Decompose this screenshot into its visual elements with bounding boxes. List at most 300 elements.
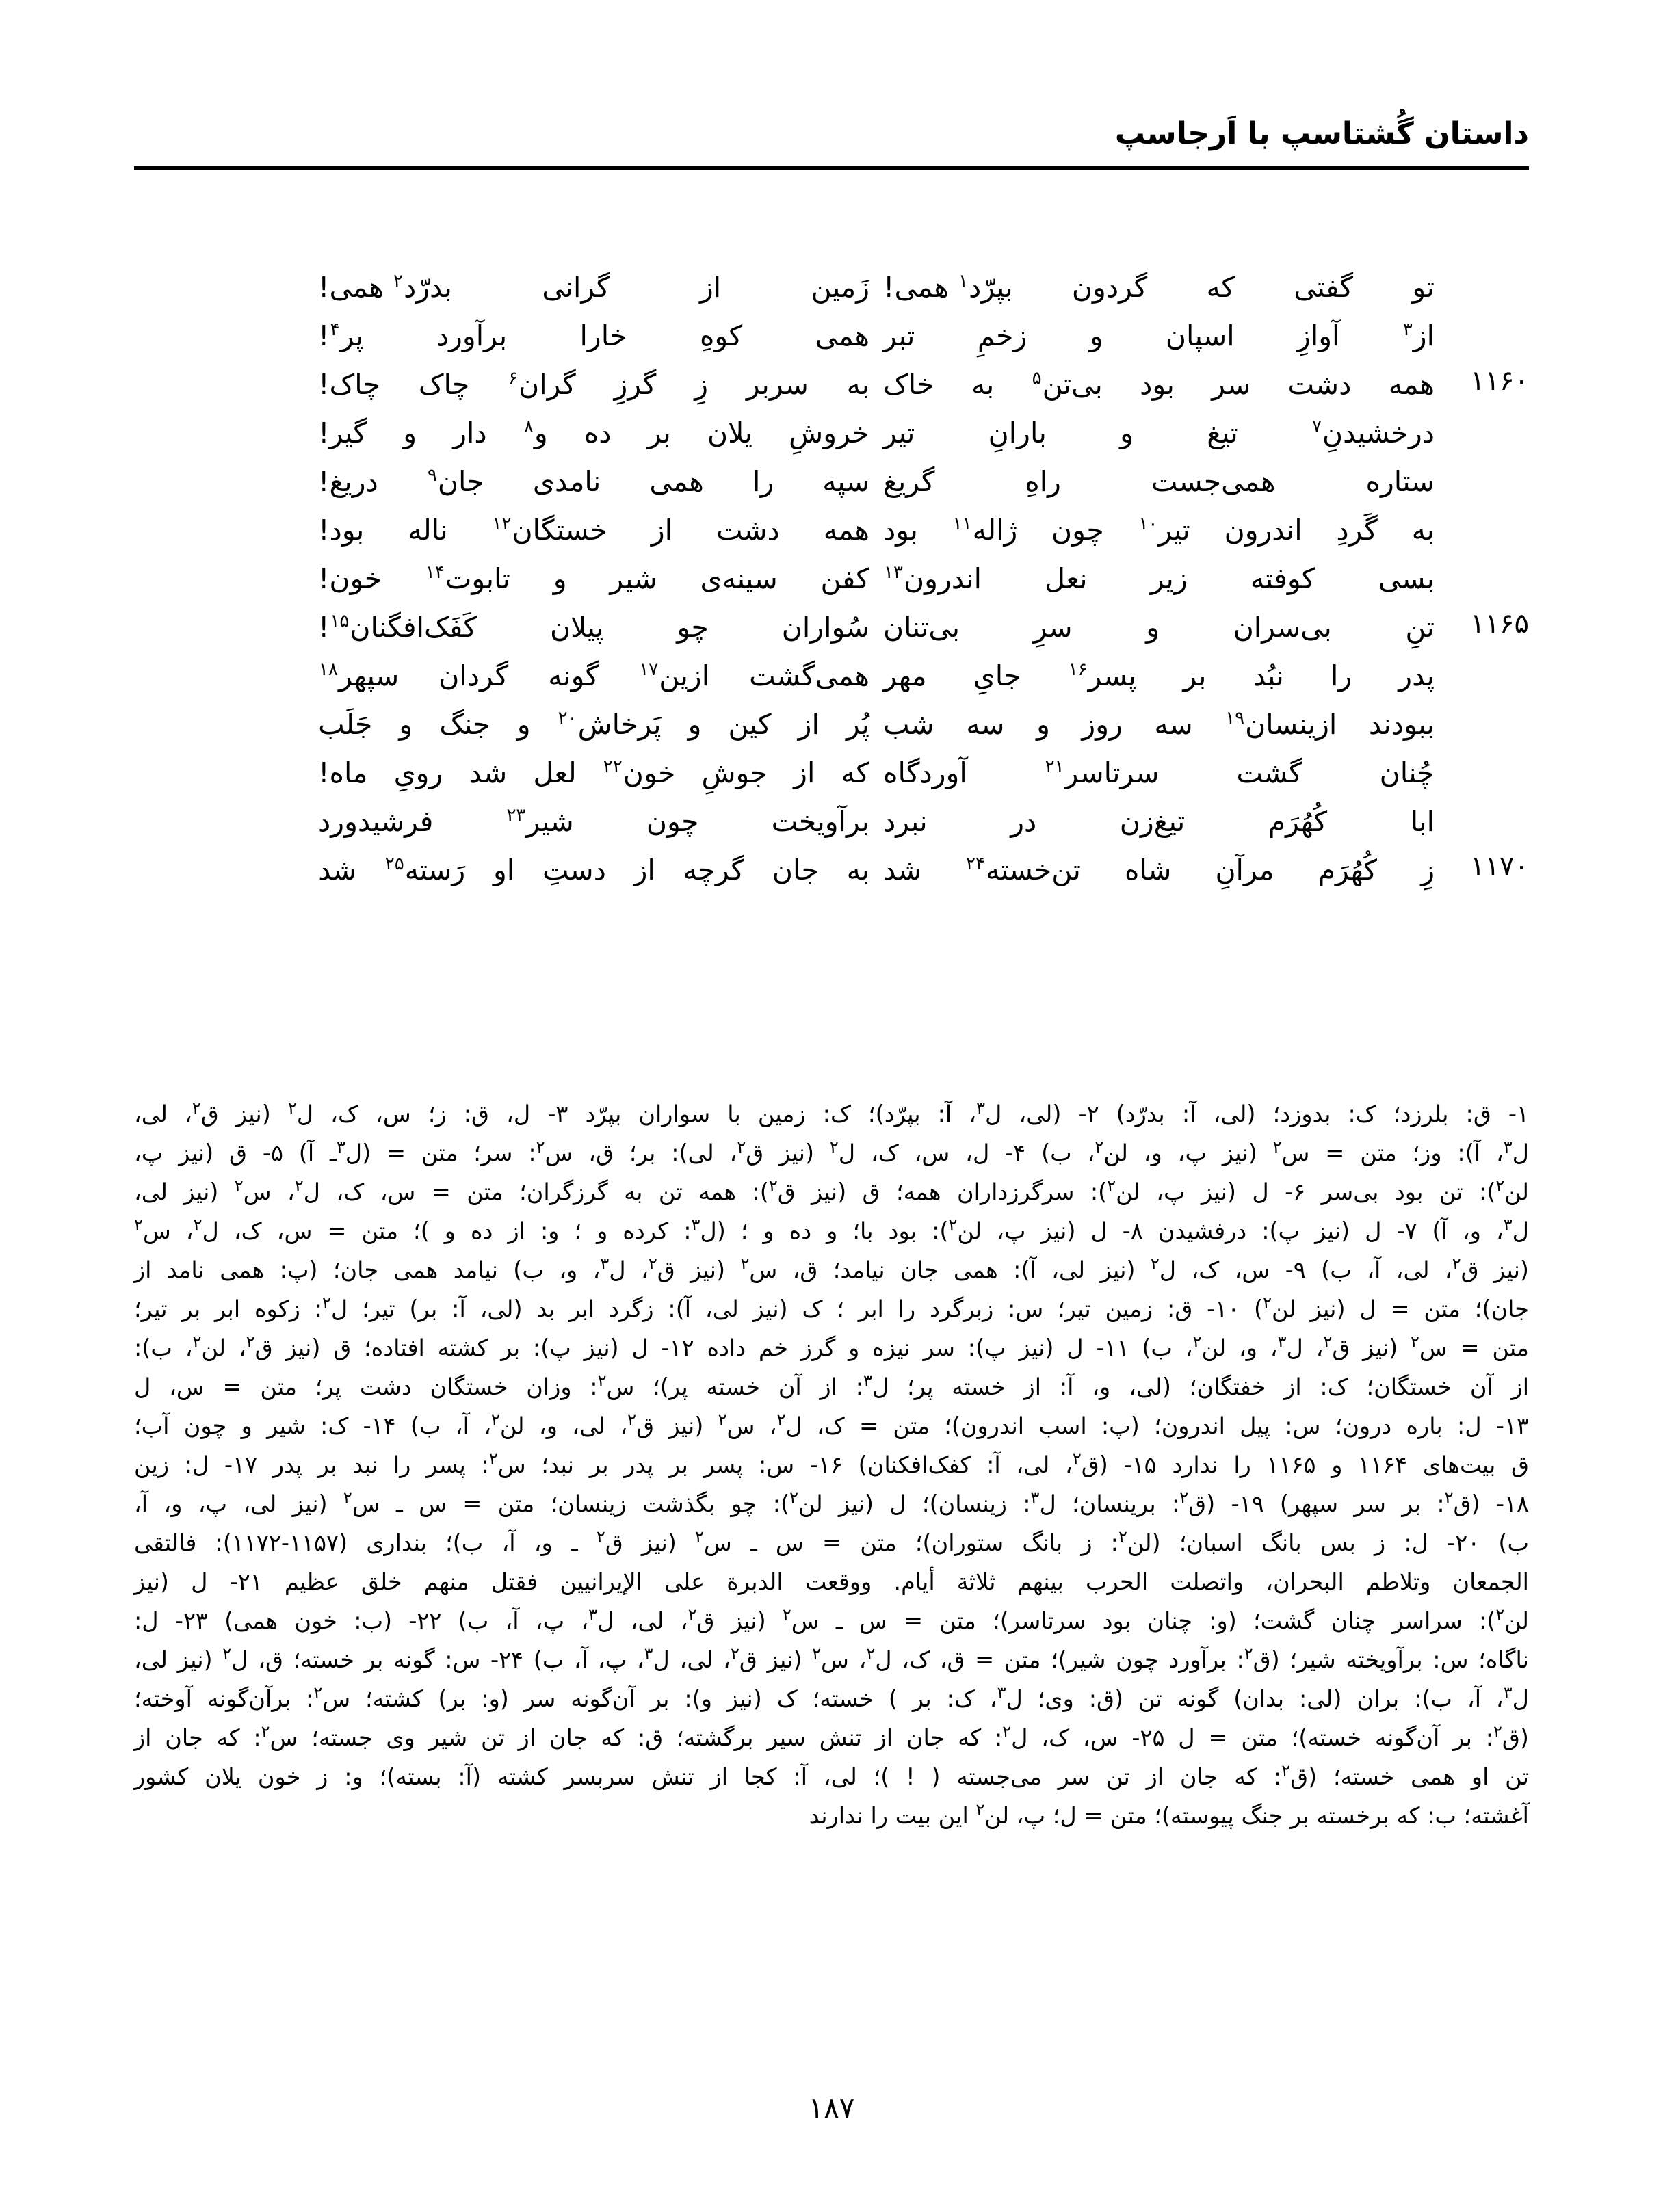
footnote-marker: ۱۳ <box>884 562 903 583</box>
running-header <box>134 115 1529 153</box>
footnote-marker: ۶ <box>508 368 519 389</box>
variant-sigla-superscript: ۲ <box>192 1332 202 1352</box>
verse-word: گرچه <box>683 854 745 886</box>
verse-word: شد <box>469 756 508 789</box>
verse-word: از <box>794 756 815 789</box>
verse-word: رویِ <box>393 756 443 789</box>
variant-sigla-superscript: ۲ <box>1452 1254 1461 1274</box>
variant-sigla-superscript: ۲ <box>718 1410 727 1430</box>
footnote-marker: ۷ <box>1312 417 1322 438</box>
apparatus-line: آغشته؛ ب: که برخسته بر جنگ پیوسته)؛ متن = ل؛ پ، لن$^۲$ این بیت را ندارند <box>809 1800 1529 1829</box>
variant-sigla-superscript: ۲ <box>1495 1176 1505 1196</box>
verse-line-number <box>1441 508 1529 511</box>
apparatus-line: از آن خستگان؛ ک: از خفتگان؛ (لی، و، آ: از خسته پر؛ ل$^۳$: از آن خسته پر)؛ س$^۲$: وزان خستگان دشت پر؛ متن = س، ل <box>134 1371 1529 1400</box>
verse-line-number <box>1441 800 1529 802</box>
verse-word: بر <box>647 417 671 449</box>
verse-word: سرتاسر$^{۲۱}$ <box>1045 756 1160 789</box>
footnote-marker: ۴ <box>330 319 340 341</box>
verse-word: بدرّد$^۲$ همی! <box>318 271 452 304</box>
hemistich-first <box>876 751 1441 795</box>
verse-word: مرآنِ <box>1215 854 1274 886</box>
verse-word: جایِ <box>973 659 1021 692</box>
verse-word: شاه <box>1125 854 1172 886</box>
verse-word: کوفته <box>1250 562 1315 595</box>
variant-sigla-superscript: ۲ <box>294 1176 304 1196</box>
footnote-marker: ۱۹ <box>1225 708 1245 729</box>
hemistich-first <box>876 265 1441 309</box>
verse-word: دشت <box>716 514 780 547</box>
verse-row <box>134 265 1529 314</box>
verse-word: و <box>688 708 702 741</box>
verse-word: مهر <box>883 659 927 692</box>
footnote-marker: ۵ <box>1032 368 1042 389</box>
verse-word: و <box>1146 611 1160 644</box>
variant-sigla-superscript: ۲ <box>1107 1176 1116 1196</box>
verse-word: شد <box>318 854 356 886</box>
apparatus-line: ناگاه؛ س: برآویخته شیر؛ (ق$^۲$: برآورد چون شیر)؛ متن = ق، ک، ل$^۲$، س$^۲$ (نیز ق$^۲$، لی، ل$^۳$، پ، آ، ب) ۲۴- س: گونه بر خسته؛ ق، ل$^۲$ (نیز لی، <box>134 1644 1530 1673</box>
verse-word: ناله <box>408 514 448 547</box>
verse-line-number <box>1441 654 1529 657</box>
verse-word: یلان <box>707 417 752 449</box>
hemistich-second <box>311 363 876 406</box>
verse-word: تیغ <box>1207 417 1238 449</box>
verse-word: تبر <box>883 319 915 352</box>
hemistich-second <box>311 411 876 455</box>
verse-line-number <box>1441 751 1529 754</box>
hemistich-second <box>311 265 876 309</box>
verse-word: زِ <box>1421 854 1435 886</box>
apparatus-line: (ق$^۲$: بر آن‌گونه خسته)؛ متن = ل ۲۵- س، ک، ل$^۲$: که جان از تنش سیر برگشته؛ ق: که جان از تن شیر وی جسته؛ س$^۲$: که جان از <box>134 1722 1529 1751</box>
footnote-marker: ۱ <box>958 271 968 292</box>
verse-word: روز <box>1082 708 1123 741</box>
verse-word: ده <box>584 417 612 449</box>
verse-word: را <box>1330 659 1352 692</box>
variant-sigla-superscript: ۲ <box>1192 1332 1202 1352</box>
verse-word: برآویخت <box>771 805 869 838</box>
variant-sigla-superscript: ۲ <box>866 1644 876 1663</box>
variant-sigla-superscript: ۲ <box>1272 1137 1282 1157</box>
footnote-marker: ۱۲ <box>492 514 512 535</box>
hemistich-second <box>311 654 876 698</box>
verse-row <box>134 751 1529 800</box>
verse-word: گرانی <box>542 271 610 304</box>
verse-row <box>134 508 1529 557</box>
variant-sigla-superscript: ۲ <box>740 1254 750 1274</box>
verse-word: گرزِ <box>614 368 657 401</box>
page-title: داستان گُشتاسپ با اَرجاسپ <box>1114 116 1529 151</box>
footnote-marker: ۲۵ <box>384 854 404 875</box>
hemistich-first <box>876 411 1441 455</box>
footnote-marker: ۲۰ <box>558 708 577 729</box>
verse-word: و <box>1036 708 1050 741</box>
header-rule <box>134 166 1529 170</box>
footnote-marker: ۲۲ <box>603 756 623 778</box>
verse-word: نبُد <box>1253 659 1284 692</box>
verse-word: درخشیدنِ$^۷$ <box>1312 417 1435 449</box>
hemistich-second <box>311 751 876 795</box>
verse-row <box>134 411 1529 460</box>
hemistich-first <box>876 557 1441 601</box>
hemistich-second <box>311 508 876 552</box>
hemistich-second <box>311 605 876 649</box>
verse-block <box>134 265 1529 897</box>
apparatus-criticus <box>134 1094 1529 1835</box>
variant-sigla-superscript: ۲ <box>688 1605 697 1624</box>
variant-sigla-superscript: ۳ <box>863 1371 872 1391</box>
verse-word: اندرون <box>1224 514 1302 547</box>
variant-sigla-superscript: ۳ <box>588 1605 598 1624</box>
verse-word: در <box>1010 805 1037 838</box>
verse-word: بود <box>1140 368 1175 401</box>
variant-sigla-superscript: ۳ <box>1030 1488 1040 1507</box>
verse-word: به <box>846 368 869 401</box>
verse-word: ابا <box>1410 805 1435 838</box>
variant-sigla-superscript: ۳ <box>997 1683 1006 1702</box>
verse-word: خون$^{۲۲}$ <box>603 756 676 789</box>
variant-sigla-superscript: ۲ <box>246 1332 255 1352</box>
verse-word: کُهُرَم <box>1318 854 1378 886</box>
variant-sigla-superscript: ۲ <box>648 1254 657 1274</box>
verse-word: بارانِ <box>988 417 1047 449</box>
variant-sigla-superscript: ۲ <box>222 1644 232 1663</box>
verse-word: سپهر$^{۱۸}$ <box>319 659 400 692</box>
verse-row <box>134 654 1529 702</box>
verse-word: زِ <box>694 368 709 401</box>
verse-word: از <box>651 514 673 547</box>
verse-word: بسی <box>1378 562 1435 595</box>
verse-word: پیلان <box>549 611 604 644</box>
footnote-marker: ۳ <box>1402 319 1413 341</box>
verse-word: گونه <box>548 659 599 692</box>
verse-word: کین <box>728 708 772 741</box>
variant-sigla-superscript: ۲ <box>313 1683 323 1702</box>
footnote-marker: ۱۱ <box>952 514 972 535</box>
hemistich-second <box>311 314 876 358</box>
footnote-marker: ۱۸ <box>319 659 338 681</box>
verse-word: تنِ <box>1405 611 1435 644</box>
variant-sigla-superscript: ۲ <box>1263 1293 1272 1313</box>
verse-word: گردون <box>1071 271 1148 304</box>
hemistich-second <box>311 848 876 892</box>
verse-word: تیغ‌زن <box>1119 805 1186 838</box>
footnote-marker: ۱۰ <box>1138 514 1158 535</box>
verse-word: چاک! <box>318 368 381 401</box>
verse-word: گشت <box>1236 756 1302 789</box>
apparatus-line: ل$^۳$، و، آ) ۷- ل (نیز پ): درفشیدن ۸- ل (نیز پ، لن$^۲$): بود با؛ و ده و ؛ (ل$^۳$: کرده و ؛ و: از ده و )؛ متن = س، ک، ل$^۲$، س$^۲$ <box>134 1215 1530 1244</box>
verse-word: خارا <box>579 319 627 352</box>
verse-word: رَسته$^{۲۵}$ <box>384 854 466 886</box>
variant-sigla-superscript: ۲ <box>343 1488 352 1507</box>
footnote-marker: ۱۵ <box>330 611 350 632</box>
variant-sigla-superscript: ۲ <box>287 1098 297 1118</box>
verse-word: کفن <box>820 562 869 595</box>
verse-word: به <box>971 368 995 401</box>
footnote-marker: ۱۷ <box>639 659 659 681</box>
verse-word: گفتی <box>1294 271 1354 304</box>
apparatus-line: ق بیت‌های ۱۱۶۴ و ۱۱۶۵ را ندارد ۱۵- (ق$^۲$، لی، آ: کفک‌افکنان) ۱۶- س: پسر بر پدر بر نبد؛ س$^۲$: پسر را نبد بر پدر ۱۷- ل: زین <box>134 1449 1529 1478</box>
variant-sigla-superscript: ۲ <box>1072 1449 1082 1469</box>
variant-sigla-superscript: ۲ <box>627 1410 637 1430</box>
verse-word: گَردِ <box>1336 514 1378 547</box>
verse-word: و <box>1120 417 1134 449</box>
variant-sigla-superscript: ۲ <box>488 1449 498 1469</box>
verse-word: گردان <box>438 659 509 692</box>
verse-word: دار <box>453 417 487 449</box>
variant-sigla-superscript: ۲ <box>1244 1644 1253 1663</box>
verse-word: نبرد <box>883 805 928 838</box>
hemistich-first <box>876 363 1441 406</box>
verse-word: خروشِ <box>789 417 869 449</box>
variant-sigla-superscript: ۲ <box>597 1371 607 1391</box>
verse-line-number <box>1441 265 1529 268</box>
hemistich-second <box>311 460 876 503</box>
verse-word: و$^۸$ <box>523 417 548 449</box>
verse-word: نامدی <box>532 465 601 498</box>
variant-sigla-superscript: ۲ <box>1281 1761 1291 1780</box>
footnote-marker: ۲۴ <box>966 854 985 875</box>
variant-sigla-superscript: ۳ <box>1503 1215 1513 1235</box>
apparatus-line: ب) ۲۰- ل: ز بس بانگ اسبان؛ (لن$^۲$: ز بانگ ستوران)؛ متن = س ـ س$^۲$ (نیز ق$^۲$ ـ و، آ، ب)؛ بنداری (۱۱۵۷-۱۱۷۲): فالتقی <box>134 1527 1529 1556</box>
apparatus-line: ل$^۳$، آ، ب): بران (لی: بدان) گونه تن (ق: وی؛ ل$^۳$، ک: بر ) خسته؛ ک (نیز و): بر آن‌گونه سر (و: بر) کشته؛ س$^۲$: برآن‌گونه آوخته؛ <box>134 1683 1529 1712</box>
variant-sigla-superscript: ۳ <box>1503 1137 1513 1157</box>
variant-sigla-superscript: ۲ <box>1495 1605 1505 1624</box>
verse-word: و <box>403 417 417 449</box>
hemistich-first <box>876 800 1441 843</box>
apparatus-line: ۱۳- ل: باره درون؛ س: پیل اندرون؛ (پ: اسب اندرون)؛ متن = ک، ل$^۲$، س$^۲$ (نیز ق$^۲$، لی، و، لن$^۲$، آ، ب) ۱۴- ک: شیر و چون آب؛ <box>134 1410 1529 1439</box>
verse-line-number: ۱۱۷۰ <box>1470 851 1529 882</box>
hemistich-first <box>876 605 1441 649</box>
verse-word: زخمِ <box>977 319 1027 352</box>
variant-sigla-superscript: ۲ <box>1444 1488 1454 1507</box>
verse-word: ازین$^{۱۷}$ <box>639 659 710 692</box>
verse-word: خاک <box>883 368 934 401</box>
verse-word: دریغ! <box>318 465 378 498</box>
verse-word: همی‌جست <box>1151 465 1276 498</box>
variant-sigla-superscript: ۳ <box>1277 1332 1287 1352</box>
verse-word: و <box>399 708 413 741</box>
apparatus-line: متن = س$^۲$ (نیز ق$^۲$، ل$^۳$، و، لن$^۲$، ب) ۱۱- ل (نیز پ): سر نیزه و گرز خم داده ۱۲- ل (نیز پ): بر کشته افتاده؛ ق (نیز ق$^۲$، لن$^۲$، ب): <box>134 1332 1529 1361</box>
variant-sigla-superscript: ۲ <box>1323 1332 1333 1352</box>
variant-sigla-superscript: ۲ <box>536 1137 545 1157</box>
verse-word: پسر$^{۱۶}$ <box>1068 659 1137 692</box>
variant-sigla-superscript: ۲ <box>1095 1137 1104 1157</box>
verse-word: زَمین <box>811 271 869 304</box>
verse-word: جان$^۹$ <box>427 465 484 498</box>
verse-word: سُواران <box>781 611 869 644</box>
verse-line-number: ۱۱۶۵ <box>1470 608 1529 640</box>
verse-word: به <box>1411 514 1435 547</box>
verse-word: تیر$^{۱۰}$ <box>1138 514 1190 547</box>
footnote-marker: ۸ <box>523 417 534 438</box>
apparatus-line: ل$^۳$، آ): وز؛ متن = س$^۲$ (نیز پ، و، لن$^۲$، ب) ۴- ل، س، ک، ل$^۲$ (نیز ق$^۲$، لی): بر؛ ق، س$^۲$: سر؛ متن = (ل$^۳$ـ آ) ۵- ق (نیز پ، <box>134 1137 1529 1166</box>
verse-row <box>134 460 1529 508</box>
verse-word: بپرّد$^۱$ همی! <box>883 271 1013 304</box>
verse-word: چون <box>1051 514 1104 547</box>
verse-word: ماه! <box>318 756 368 789</box>
variant-sigla-superscript: ۲ <box>829 1137 839 1157</box>
hemistich-first <box>876 508 1441 552</box>
verse-word: زیر <box>1150 562 1188 595</box>
footnote-marker: ۱۴ <box>425 562 445 583</box>
verse-word: جان <box>772 854 819 886</box>
verse-word: اندرون$^{۱۳}$ <box>884 562 982 595</box>
verse-word: پدر <box>1398 659 1435 692</box>
apparatus-line: لن$^۲$): تن بود بی‌سر ۶- ل (نیز پ، لن$^۲$): سرگرزداران همه؛ ق (نیز ق$^۲$): همه تن به گرزگران؛ متن = س، ک، ل$^۲$، س$^۲$ (نیز لی، <box>134 1176 1530 1205</box>
verse-word: شب <box>883 708 934 741</box>
variant-sigla-superscript: ۲ <box>134 1215 143 1235</box>
variant-sigla-superscript: ۳ <box>1503 1683 1513 1702</box>
verse-word: تن‌خسته$^{۲۴}$ <box>966 854 1081 886</box>
verse-word: بی‌تنان <box>883 611 960 644</box>
verse-word: سربر <box>746 368 809 401</box>
verse-word: ازینسان$^{۱۹}$ <box>1225 708 1337 741</box>
verse-word: آوازِ <box>1297 319 1340 352</box>
variant-sigla-superscript: ۲ <box>234 1176 244 1196</box>
variant-sigla-superscript: ۲ <box>1410 1332 1419 1352</box>
variant-sigla-superscript: ۲ <box>1179 1488 1189 1507</box>
variant-sigla-superscript: ۳ <box>600 1254 610 1274</box>
apparatus-line: ۱۸- (ق$^۲$: بر سر سپهر) ۱۹- (ق$^۲$: برینسان؛ ل$^۳$: زینسان)؛ ل (نیز لن$^۲$): چو بگذشت زینسان؛ متن = س ـ س$^۲$ (نیز لی، پ، و، آ، <box>134 1488 1529 1517</box>
verse-word: راهِ <box>1025 465 1061 498</box>
verse-word: شد <box>883 854 921 886</box>
verse-word: دشت <box>1287 368 1352 401</box>
verse-word: شیر$^{۲۳}$ <box>506 805 574 838</box>
verse-word: همی‌گشت <box>749 659 869 692</box>
verse-word: بود! <box>318 514 365 547</box>
variant-sigla-superscript: ۳ <box>336 1137 345 1157</box>
verse-word: همی <box>649 465 704 498</box>
verse-word: را <box>752 465 774 498</box>
verse-word: بود <box>883 514 918 547</box>
verse-word: شیر <box>610 562 657 595</box>
verse-word: جنگ <box>439 708 490 741</box>
verse-word: همه <box>1388 368 1435 401</box>
verse-word: بی‌تن$^۵$ <box>1032 368 1103 401</box>
verse-word: سینه‌ی <box>700 562 778 595</box>
verse-word: چو <box>677 611 709 644</box>
verse-word: گریغ <box>883 465 935 498</box>
verse-word: دستِ <box>542 854 606 886</box>
verse-line-number: ۱۱۶۰ <box>1470 365 1529 397</box>
apparatus-line: جان)؛ متن = ل (نیز لن$^۲$) ۱۰- ق: زمین تیر؛ س: زبرگرد را ابر ؛ ک (نیز لی، آ): زگرد ابر بد (لی، آ: بر) تیر؛ ل$^۲$: زکوه ابر بر تیر؛ <box>134 1293 1529 1322</box>
verse-word: سه <box>966 708 1005 741</box>
variant-sigla-superscript: ۳ <box>976 1098 985 1118</box>
hemistich-first <box>876 460 1441 503</box>
verse-line-number <box>1441 314 1529 317</box>
verse-word: سپه <box>822 465 869 498</box>
verse-word: و <box>516 708 531 741</box>
verse-word: از <box>700 271 722 304</box>
verse-word: لعل <box>533 756 577 789</box>
variant-sigla-superscript: ۲ <box>1118 1527 1127 1546</box>
verse-row <box>134 800 1529 848</box>
verse-word: تیر <box>883 417 915 449</box>
variant-sigla-superscript: ۲ <box>776 1410 786 1430</box>
hemistich-second <box>311 800 876 843</box>
variant-sigla-superscript: ۳ <box>644 1644 653 1663</box>
variant-sigla-superscript: ۲ <box>812 1644 822 1663</box>
variant-sigla-superscript: ۲ <box>975 1800 985 1819</box>
footnote-marker: ۹ <box>427 465 437 486</box>
verse-word: همی <box>815 319 869 352</box>
verse-row <box>134 605 1529 654</box>
verse-word: گیر! <box>318 417 367 449</box>
hemistich-first <box>876 654 1441 698</box>
verse-word: چاک <box>418 368 470 401</box>
verse-word: از <box>798 708 820 741</box>
verse-word: بی‌سران <box>1233 611 1332 644</box>
verse-word: پَرخاش$^{۲۰}$ <box>558 708 662 741</box>
variant-sigla-superscript: ۲ <box>491 1410 500 1430</box>
verse-word: سر <box>1212 368 1251 401</box>
verse-word: خستگان$^{۱۲}$ <box>492 514 607 547</box>
verse-word: چون <box>646 805 699 838</box>
variant-sigla-superscript: ۲ <box>193 1215 202 1235</box>
footnote-marker: ۲۱ <box>1045 756 1064 778</box>
verse-word: او <box>493 854 515 886</box>
verse-word: پر$^۴$! <box>318 319 364 352</box>
apparatus-line: تن او همی خسته؛ (ق$^۲$: که جان از تن سر می‌جسته ( ! )؛ لی، آ: کجا از تنش سربسر کشته (آ: بسته)؛ و: ز خون یلان کشور <box>134 1761 1530 1790</box>
verse-word: گران$^۶$ <box>508 368 576 401</box>
hemistich-first <box>876 848 1441 892</box>
verse-word: ژاله$^{۱۱}$ <box>952 514 1018 547</box>
variant-sigla-superscript: ۲ <box>737 1137 746 1157</box>
variant-sigla-superscript: ۲ <box>1493 1722 1502 1741</box>
variant-sigla-superscript: ۲ <box>596 1527 605 1546</box>
verse-line-number <box>1441 702 1529 705</box>
verse-row <box>134 557 1529 605</box>
verse-word: خون! <box>318 562 382 595</box>
verse-word: برآورد <box>436 319 508 352</box>
footnote-marker: ۲ <box>393 271 403 292</box>
verse-word: ببودند <box>1368 708 1435 741</box>
variant-sigla-superscript: ۲ <box>782 1605 791 1624</box>
verse-word: ستاره <box>1365 465 1435 498</box>
verse-word: جوشِ <box>701 756 768 789</box>
verse-word: از <box>633 854 655 886</box>
variant-sigla-superscript: ۳ <box>691 1215 700 1235</box>
apparatus-line: لن$^۲$): سراسر چنان گشت؛ (و: چنان بود سرتاسر)؛ متن = س ـ س$^۲$ (نیز ق$^۲$، لی، ل$^۳$، پ، آ، ب) ۲۲- (ب: خون همی) ۲۳- ل: <box>134 1605 1530 1634</box>
variant-sigla-superscript: ۲ <box>695 1527 704 1546</box>
verse-word: که <box>1206 271 1235 304</box>
hemistich-first <box>876 314 1441 358</box>
verse-row <box>134 363 1529 411</box>
verse-line-number <box>1441 460 1529 462</box>
variant-sigla-superscript: ۲ <box>192 1098 201 1118</box>
verse-word: اسپان <box>1165 319 1235 352</box>
verse-word: آوردگاه <box>883 756 967 789</box>
verse-word: و <box>553 562 567 595</box>
variant-sigla-superscript: ۲ <box>730 1644 739 1663</box>
verse-row <box>134 848 1529 897</box>
verse-word: به <box>846 854 869 886</box>
verse-word: نعل <box>1045 562 1088 595</box>
variant-sigla-superscript: ۲ <box>322 1293 331 1313</box>
verse-word: تابوت$^{۱۴}$ <box>425 562 510 595</box>
apparatus-line: (نیز ق$^۲$، لی، آ، ب) ۹- س، ک، ل$^۲$ (نیز لی، آ): همی جان نیامد؛ ق، س$^۲$ (نیز ق$^۲$، ل$^۳$، و، ب) نیامد همی جان؛ (پ: همی نامد از <box>134 1254 1529 1283</box>
verse-word: که <box>841 756 869 789</box>
footnote-marker: ۱۶ <box>1068 659 1088 681</box>
verse-word: تو <box>1412 271 1435 304</box>
apparatus-line: ۱- ق: بلرزد؛ ک: بدوزد؛ (لی، آ: بدرّد) ۲- (لی، ل$^۳$، آ: بپرّد)؛ ک: زمین با سواران بپرّد ۳- ل، ق: ز؛ س، ک، ل$^۲$ (نیز ق$^۲$، لی، <box>134 1098 1529 1127</box>
variant-sigla-superscript: ۲ <box>1150 1254 1160 1274</box>
verse-word: سه <box>1154 708 1193 741</box>
verse-row <box>134 702 1529 751</box>
verse-word: پُر <box>846 708 869 741</box>
verse-word: جَلَب <box>318 708 373 741</box>
apparatus-line: الجمعان وتلاطم البحران، واتصلت الحرب بینهم ثلاثة أیام. ووقعت الدبرة علی الإیرانیین فقتل منهم خلق عظیم ۲۱- ل (نیز <box>134 1568 1529 1595</box>
verse-row <box>134 314 1529 363</box>
